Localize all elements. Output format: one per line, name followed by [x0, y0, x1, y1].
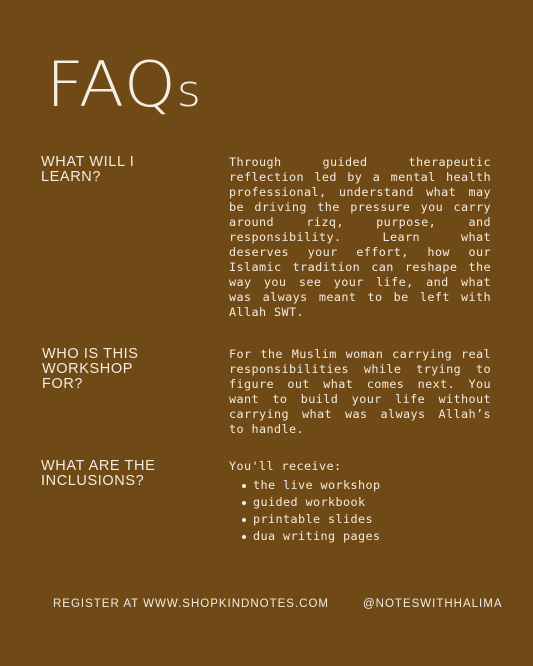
- page-title-suffix: s: [176, 65, 201, 117]
- list-item: guided workbook: [253, 494, 491, 511]
- list-item: printable slides: [253, 511, 491, 528]
- page-title: [46, 47, 201, 122]
- faq-answer: For the Muslim woman carrying real responsibilities while trying to figure out what comes next. You want to build your life without carrying what was always Allah’s to handle.: [229, 347, 491, 436]
- faq-answer: Through guided therapeutic reflection led by a mental health professional, understand what may be driving the pressure you carry around rizq, purpose, and responsibility. Learn what deserves your effort, how our Islamic tradition can reshape the way you see your life, and what was always meant to be left with Allah SWT.: [229, 155, 491, 319]
- faq-question: WHO IS THIS WORKSHOP FOR?: [42, 346, 139, 392]
- inclusions-list: [229, 477, 491, 545]
- social-handle[interactable]: @NOTESWITHHALIMA: [363, 598, 503, 610]
- register-link[interactable]: REGISTER AT WWW.SHOPKINDNOTES.COM: [53, 598, 330, 610]
- inclusions-intro: You'll receive:: [229, 459, 342, 473]
- page-title-main: FAQ: [46, 47, 177, 122]
- faq-question: WHAT ARE THE INCLUSIONS?: [41, 458, 156, 489]
- faq-answer: [229, 459, 491, 545]
- list-item: dua writing pages: [253, 528, 491, 545]
- faq-question: WHAT WILL I LEARN?: [41, 154, 135, 185]
- list-item: the live workshop: [253, 477, 491, 494]
